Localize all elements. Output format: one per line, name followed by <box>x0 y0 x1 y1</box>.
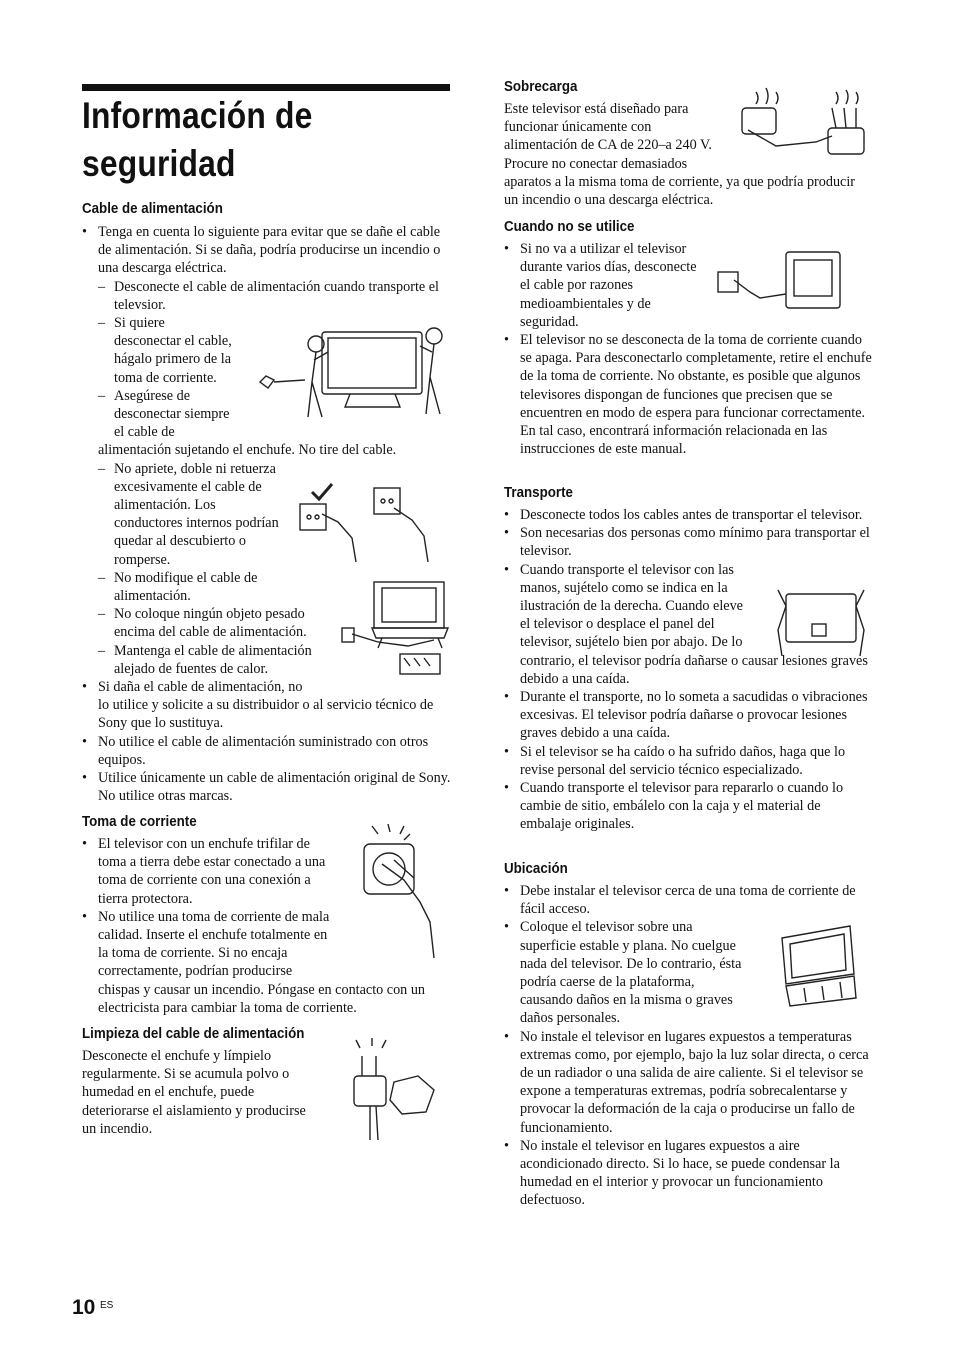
list-item <box>504 882 872 918</box>
item-text: quedar al descubierto o <box>114 533 246 550</box>
item-text: durante varios días, desconecte <box>520 259 697 276</box>
unplug-tv-illustration <box>716 248 844 318</box>
item-text: medioambientales y de <box>520 295 651 312</box>
tv-on-platform-illustration <box>776 924 860 1010</box>
item-text: hágalo primero de la <box>114 351 231 368</box>
page-number: 10 <box>72 1296 96 1319</box>
plug-handling-illustration <box>294 478 450 568</box>
item-text: el televisor o desplace el panel del <box>520 616 715 633</box>
item-text: Mantenga el cable de alimentación <box>114 642 312 659</box>
page-title <box>82 92 400 188</box>
item-text: nada del televisor. De lo contrario, ésta <box>520 955 742 972</box>
language-code: ES <box>100 1300 114 1311</box>
item-text: Asegúrese de <box>114 387 191 404</box>
line: Desconecte el enchufe y límpielo <box>82 1048 272 1064</box>
item-text: el cable por razones <box>520 277 634 294</box>
item-text: alimentación. <box>114 588 191 605</box>
tv-on-cord-illustration <box>338 576 450 680</box>
item-text: Desconecte todos los cables antes de transportar el televisor. <box>520 507 863 523</box>
item-text: El televisor con un enchufe trifilar de <box>98 836 310 852</box>
item-text: No utilice una toma de corriente de mala <box>98 908 330 925</box>
title-line-2: seguridad <box>82 143 236 184</box>
item-text: excesivamente el cable de <box>114 478 262 495</box>
item-text: ilustración de la derecha. Cuando eleve <box>520 598 743 615</box>
section-heading: Toma de corriente <box>82 814 197 830</box>
item-text: manos, sujételo como se indica en la <box>520 579 728 596</box>
item-text: Desconecte el cable de alimentación cuando transporte el televsior. <box>114 278 439 313</box>
item-text: No apriete, doble ni retuerza <box>114 460 276 477</box>
item-text: No modifique el cable de <box>114 569 258 586</box>
list-item <box>504 743 872 779</box>
item-text: encima del cable de alimentación. <box>114 624 307 641</box>
item-text: alimentación. Los <box>114 497 216 514</box>
item-text: televisor, sujételo bien por abajo. De lo <box>520 634 743 651</box>
item-text: daños personales. <box>520 1010 621 1027</box>
item-text: calidad. Inserte el enchufe totalmente en <box>98 927 328 944</box>
item-text: Durante el transporte, no lo someta a sacudidas o vibraciones excesivas. El televisor podría dañarse o provocar lesiones graves debido a una caída. <box>520 689 868 742</box>
item-text: toma a tierra debe estar conectado a una <box>98 854 326 871</box>
list-item <box>82 678 452 733</box>
item-text: Debe instalar el televisor cerca de una toma de corriente de fácil acceso. <box>520 883 856 918</box>
section-location <box>504 860 872 1210</box>
item-text: lo utilice y solicite a su distribuidor o al servicio técnico de Sony que lo sustituya. <box>98 697 434 732</box>
item-text: correctamente, podrían producirse <box>98 963 293 980</box>
list-item <box>82 769 452 805</box>
item-text: el cable de <box>114 424 175 441</box>
list-item <box>82 733 452 769</box>
item-text: Tenga en cuenta lo siguiente para evitar que se dañe el cable de alimentación. Si se daña, podría producirse un incendio o una descarga eléctrica. <box>98 224 441 277</box>
list-item <box>82 278 452 314</box>
item-text: seguridad. <box>520 313 579 330</box>
section-heading: Ubicación <box>504 861 568 877</box>
item-text: No instale el televisor en lugares expuestos a temperaturas extremas como, por ejemplo, bajo la luz solar directa, o cerca de un radiador o una salida de aire caliente. Si el televisor se expone a temperaturas extremas, podría sobrecalentarse y provocar la deformación de la caja o producirse un fallo de funcionamiento. <box>520 1028 869 1136</box>
item-text: romperse. <box>114 551 171 568</box>
item-text: Si no va a utilizar el televisor <box>520 241 687 257</box>
item-text: Son necesarias dos personas como mínimo para transportar el televisor. <box>520 525 870 560</box>
section-heading: Transporte <box>504 485 573 501</box>
overloaded-outlet-illustration <box>736 86 872 168</box>
list-item <box>504 1028 872 1137</box>
section-heading: Cuando no se utilice <box>504 219 635 235</box>
list-item <box>504 1137 872 1210</box>
item-text: desconectar el cable, <box>114 333 232 350</box>
two-people-carrying-tv-illustration <box>250 322 450 422</box>
line: aparatos a la misma toma de corriente, ya que podría producir un incendio o una descarga eléctrica. <box>504 173 856 209</box>
list-item <box>504 779 872 834</box>
item-text: Cuando transporte el televisor para repararlo o cuando lo cambie de sitio, embálelo con la caja y el material de embalaje originales. <box>520 780 844 833</box>
item-text: Si el televisor se ha caído o ha sufrido daños, haga que lo revise personal del servicio técnico especializado. <box>520 743 846 778</box>
title-rule <box>82 84 450 91</box>
item-text: alejado de fuentes de calor. <box>114 660 269 677</box>
line: funcionar únicamente con <box>504 119 652 136</box>
item-text: superficie estable y plana. No cuelgue <box>520 937 736 954</box>
title-line-1: Información de <box>82 95 313 136</box>
line: Procure no conectar demasiados <box>504 155 688 172</box>
section-heading: Cable de alimentación <box>82 201 223 217</box>
carry-tv-by-hand-illustration <box>772 586 870 660</box>
list-item <box>504 331 872 458</box>
item-text: contrario, el televisor podría dañarse o causar lesiones graves debido a una caída. <box>520 652 868 687</box>
item-text: conductores internos podrían <box>114 515 279 532</box>
line: Este televisor está diseñado para <box>504 101 689 117</box>
item-text: Coloque el televisor sobre una <box>520 919 693 936</box>
cleaning-plug-illustration <box>346 1036 442 1144</box>
item-text: Si daña el cable de alimentación, no <box>98 679 303 696</box>
item-text: No coloque ningún objeto pesado <box>114 606 305 623</box>
item-text: toma de corriente. <box>114 369 217 386</box>
section-heading: Limpieza del cable de alimentación <box>82 1026 305 1042</box>
line: un incendio. <box>82 1120 153 1137</box>
plug-inserted-outlet-illustration <box>360 822 450 962</box>
line: humedad en el enchufe, puede <box>82 1084 255 1101</box>
item-text: toma de corriente con una conexión a <box>98 872 311 889</box>
item-text: No instale el televisor en lugares expuestos a aire acondicionado directo. Si lo hace, se puede condensar la humedad en el interior y provocar un funcionamiento defectuoso. <box>520 1137 840 1209</box>
line: regularmente. Si se acumula polvo o <box>82 1066 290 1083</box>
item-text: causando daños en la misma o graves <box>520 992 733 1009</box>
line: deteriorarse el aislamiento y producirse <box>82 1102 306 1119</box>
list-item <box>504 688 872 743</box>
item-text: podría caerse de la plataforma, <box>520 974 695 991</box>
list-item <box>504 506 872 524</box>
item-text: Cuando transporte el televisor con las <box>520 561 734 578</box>
section-heading: Sobrecarga <box>504 79 578 95</box>
item-text: Utilice únicamente un cable de alimentación original de Sony. No utilice otras marcas. <box>98 770 451 805</box>
item-text: alimentación sujetando el enchufe. No tire del cable. <box>98 442 397 459</box>
item-text: chispas y causar un incendio. Póngase en contacto con un electricista para cambiar la toma de corriente. <box>98 981 426 1016</box>
item-text: tierra protectora. <box>98 890 193 907</box>
item-text: No utilice el cable de alimentación suministrado con otros equipos. <box>98 733 429 768</box>
item-text: la toma de corriente. Si no encaja <box>98 945 288 962</box>
line: alimentación de CA de 220–a 240 V. <box>504 137 712 154</box>
item-text: desconectar siempre <box>114 406 230 423</box>
item-text: El televisor no se desconecta de la toma de corriente cuando se apaga. Para desconectarlo completamente, retire el enchufe de la toma de corriente. No obstante, es posible que algunos televisores dispongan de funciones que precisen que se encuentren en modo de espera para funcionar correctamente. En tal caso, encontrará información relacionada en las instrucciones de este manual. <box>520 332 872 458</box>
list-item <box>504 524 872 560</box>
item-text: Si quiere <box>114 315 165 332</box>
